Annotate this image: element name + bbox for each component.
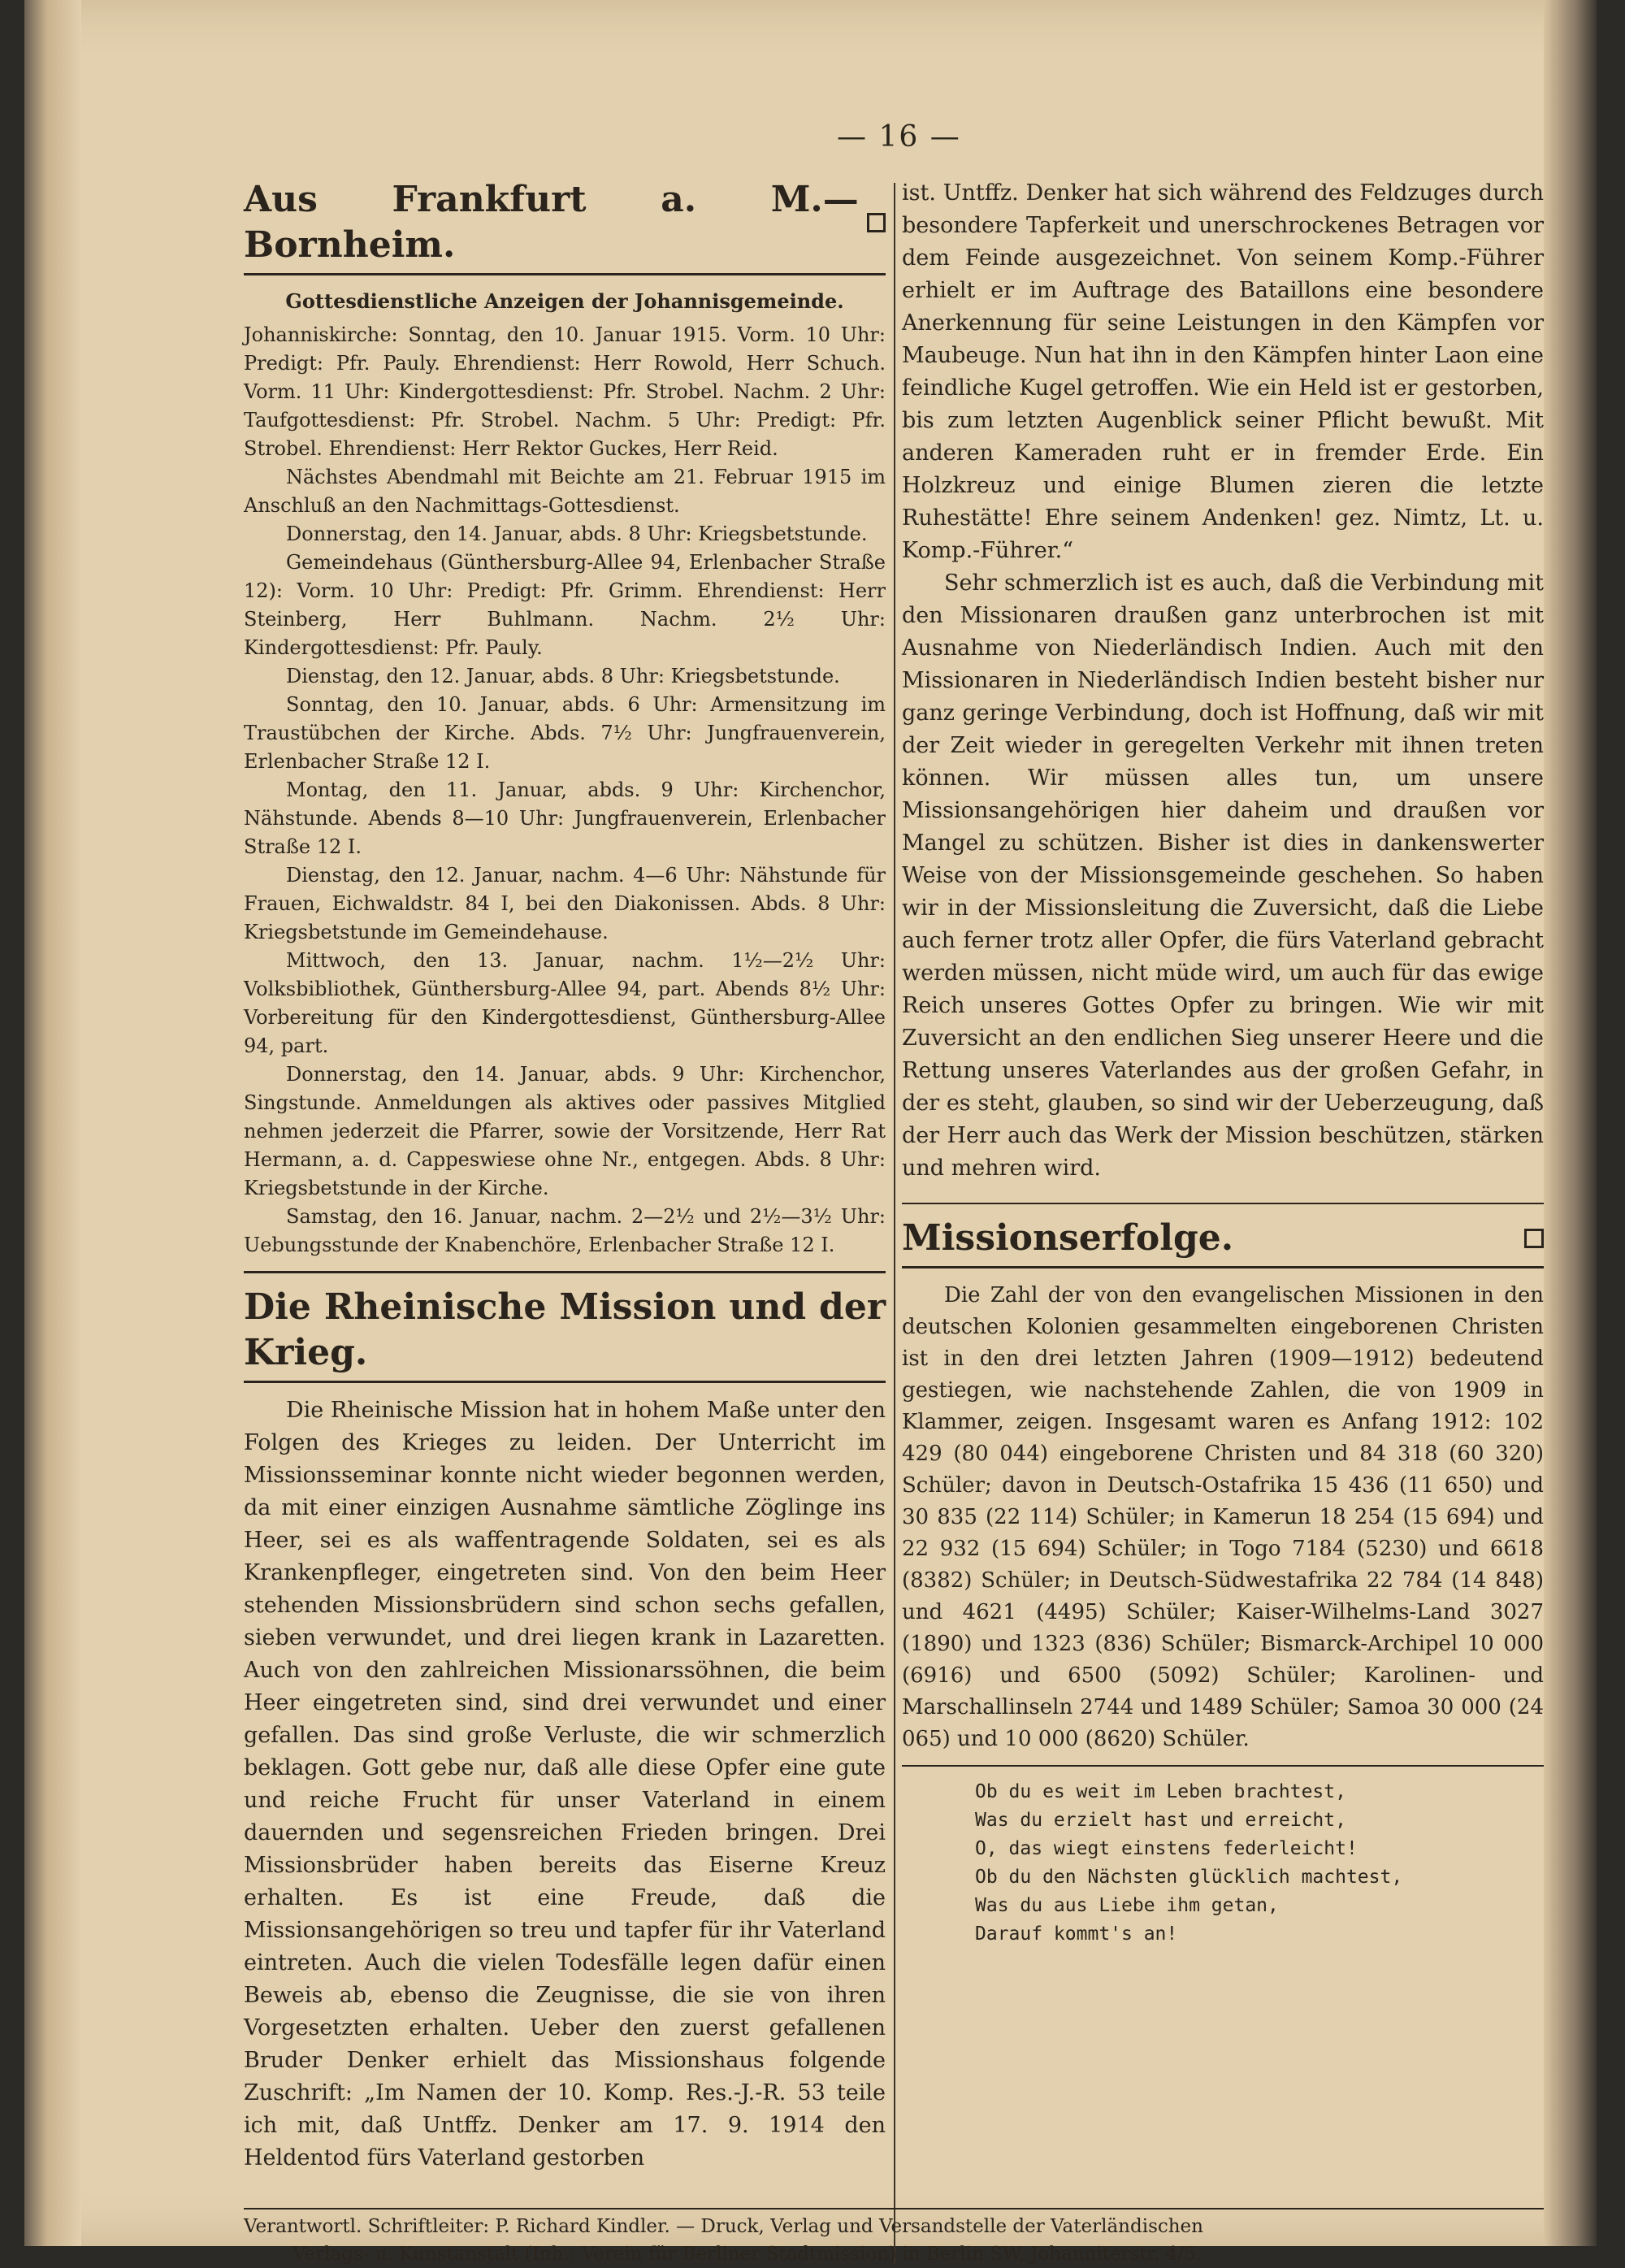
- announcement-paragraph: Montag, den 11. Januar, abds. 9 Uhr: Kirchenchor, Nähstunde. Abends 8—10 Uhr: Jungfrauenverein, Erlenbacher Straße 12 I.: [244, 778, 886, 858]
- article-paragraph: ist. Untffz. Denker hat sich während des Feldzuges durch besondere Tapferkeit und unerschrockenes Betragen vor dem Feinde ausgezeichnet. Von seinem Komp.-Führer erhielt er im Auftrage des Bataillons eine besondere Anerkennung für seine Leistungen in den Kämpfen vor Maubeuge. Nun hat ihn in den Kämpfen hinter Laon eine feindliche Kugel getroffen. Wie ein Held ist er gestorben, bis zum letzten Augenblick seiner Pflicht bewußt. Mit anderen Kameraden ruht er in fremder Erde. Ein Holzkreuz und einige Blumen zieren die letzte Ruhestätte! Ehre seinem Andenken! gez. Nimtz, Lt. u. Komp.-Führer.“: [902, 180, 1544, 563]
- section-rule: [244, 273, 886, 275]
- poem: [975, 1778, 1544, 1949]
- section-rule: [902, 1266, 1544, 1268]
- section-rule: [902, 1203, 1544, 1204]
- announcement-paragraph: Mittwoch, den 13. Januar, nachm. 1½—2½ Uhr: Volksbibliothek, Günthersburg-Allee 94, part. Abends 8½ Uhr: Vorbereitung für den Kindergottesdienst, Günthersburg-Allee 94, part.: [244, 949, 886, 1057]
- poem-rule: [902, 1765, 1544, 1767]
- section-title-text: Missionserfolge.: [902, 1217, 1234, 1259]
- page-number: — 16 —: [837, 120, 961, 154]
- announcements: [244, 321, 886, 1260]
- imprint-footer: [244, 2208, 1544, 2268]
- section-frankfurt-title: [244, 177, 886, 268]
- left-column: [244, 177, 886, 2175]
- imprint-line: Verantwortl. Schriftleiter: P. Richard Kindler. — Druck, Verlag und Versandstelle der Vaterländischen: [244, 2216, 1203, 2237]
- poem-line: Darauf kommt's an!: [975, 1923, 1178, 1945]
- section-title-text: Aus Frankfurt a. M.—Bornheim.: [244, 179, 859, 266]
- announcement-paragraph: Johanniskirche: Sonntag, den 10. Januar 1915. Vorm. 10 Uhr: Predigt: Pfr. Pauly. Ehrendienst: Herr Rowold, Herr Schuch. Vorm. 11 Uhr: Kindergottesdienst: Pfr. Strobel. Nachm. 2 Uhr: Taufgottesdienst: Pfr. Strobel. Nachm. 5 Uhr: Predigt: Pfr. Strobel. Ehrendienst: Herr Rektor Guckes, Herr Reid.: [244, 323, 886, 460]
- announcement-paragraph: Samstag, den 16. Januar, nachm. 2—2½ und 2½—3½ Uhr: Uebungsstunde der Knabenchöre, Erlenbacher Straße 12 I.: [244, 1205, 886, 1256]
- book-spine-edge: [24, 0, 81, 2246]
- section-mission-title: [244, 1285, 886, 1376]
- box-icon: [867, 213, 886, 232]
- announcement-paragraph: Donnerstag, den 14. Januar, abds. 9 Uhr: Kirchenchor, Singstunde. Anmeldungen als aktives oder passives Mitglied nehmen jederzeit die Pfarrer, sowie der Vorsitzende, Herr Rat Hermann, a. d. Cappeswiese ohne Nr., entgegen. Abds. 8 Uhr: Kriegsbetstunde in der Kirche.: [244, 1063, 886, 1199]
- article-text: Sehr schmerzlich ist es auch, daß die Verbindung mit den Missionaren draußen ganz unterbrochen ist mit Ausnahme von Niederländisch Indien. Auch mit den Missionaren in Niederländisch Indien besteht bisher nur ganz geringe Verbindung, doch ist Hoffnung, daß wir mit der Zeit wieder in geregelten Verkehr mit ihnen treten können.: [902, 570, 1544, 791]
- article-paragraph: Die Rheinische Mission hat in hohem Maße unter den Folgen des Krieges zu leiden. Der Unterricht im Missionsseminar konnte nicht wieder begonnen werden, da mit einer einzigen Ausnahme sämtliche Zöglinge ins Heer, sei es als waffentragende Soldaten, sei es als Krankenpfleger, eingetreten sind. Von den beim Heer stehenden Missionsbrüdern sind schon sechs gefallen, sieben verwundet, und drei liegen krank in Lazaretten. Auch von den zahlreichen Missionarssöhnen, die beim Heer eingetreten sind, sind drei verwundet und einer gefallen. Das sind große Verluste, die wir schmerzlich beklagen. Gott gebe nur, daß alle diese Opfer eine gute und reiche Frucht für unser Vaterland in einem dauernden und segensreichen Frieden bringen. Drei Missionsbrüder haben bereits das Eiserne Kreuz erhalten. Es ist eine Freude, daß die Missionsangehörigen so treu und tapfer für ihr Vaterland eintreten. Auch die vielen Todesfälle legen dafür einen Beweis ab, ebenso die Zeugnisse, die sie von ihren Vorgesetzten erhalten. Ueber den zuerst gefallenen Bruder Denker erhielt das Missionshaus folgende Zuschrift: „Im Namen der 10. Komp. Res.-J.-R. 53 teile ich mit, daß Untffz. Denker am 17. 9. 1914 den Heldentod fürs Vaterland gestorben: [244, 1398, 886, 2170]
- box-icon: [1524, 1229, 1544, 1248]
- announcement-paragraph: Donnerstag, den 14. Januar, abds. 8 Uhr: Kriegsbetstunde.: [286, 523, 868, 545]
- section-subheading: Gottesdienstliche Anzeigen der Johannisgemeinde.: [285, 289, 844, 313]
- page-edge-right: [1544, 0, 1597, 2246]
- poem-line: O, das wiegt einstens federleicht!: [975, 1838, 1358, 1859]
- section-title-text: Die Rheinische Mission und der Krieg.: [244, 1286, 886, 1373]
- article-paragraph: [902, 567, 1544, 1185]
- poem-line: Ob du es weit im Leben brachtest,: [975, 1781, 1346, 1802]
- column-divider: [894, 183, 895, 2263]
- section-erfolge-title: [902, 1216, 1544, 1261]
- poem-line: Was du erzielt hast und erreicht,: [975, 1810, 1346, 1831]
- poem-line: Was du aus Liebe ihm getan,: [975, 1895, 1279, 1916]
- announcement-paragraph: Dienstag, den 12. Januar, nachm. 4—6 Uhr: Nähstunde für Frauen, Eichwaldstr. 84 I, bei den Diakonissen. Abds. 8 Uhr: Kriegsbetstunde im Gemeindehause.: [244, 864, 886, 943]
- section-rule: [244, 1271, 886, 1273]
- poem-line: Ob du den Nächsten glücklich machtest,: [975, 1867, 1403, 1888]
- section-rule: [244, 1381, 886, 1383]
- imprint-line: Verlags- u. Kunstanstalt (Inh.: Verein für Berliner Stadtmission) in Berlin SW, Johanniterstr. 4/5.: [292, 2244, 1202, 2265]
- announcement-paragraph: Nächstes Abendmahl mit Beichte am 21. Februar 1915 im Anschluß an den Nachmittags-Gottesdienst.: [244, 466, 886, 517]
- announcement-paragraph: Dienstag, den 12. Januar, abds. 8 Uhr: Kriegsbetstunde.: [286, 665, 840, 687]
- right-column: [902, 177, 1544, 1949]
- article-paragraph: Die Zahl der von den evangelischen Missionen in den deutschen Kolonien gesammelten eingeborenen Christen ist in den drei letzten Jahren (1909—1912) bedeutend gestiegen, wie nachstehende Zahlen, die von 1909 in Klammer, zeigen. Insgesamt waren es Anfang 1912: 102 429 (80 044) eingeborene Christen und 84 318 (60 320) Schüler; davon in Deutsch-Ostafrika 15 436 (11 650) und 30 835 (22 114) Schüler; in Kamerun 18 254 (15 694) und 22 932 (15 694) Schüler; in Togo 7184 (5230) und 6618 (8382) Schüler; in Deutsch-Südwestafrika 22 784 (14 848) und 4621 (4495) Schüler; Kaiser-Wilhelms-Land 3027 (1890) und 1323 (836) Schüler; Bismarck-Archipel 10 000 (6916) und 6500 (5092) Schüler; Karolinen- und Marschallinseln 2744 und 1489 Schüler; Samoa 30 000 (24 065) und 10 000 (8620) Schüler.: [902, 1283, 1544, 1751]
- article-text: Wir müssen alles tun, um unsere Missionsangehörigen hier daheim und draußen vor Mangel zu schützen. Bisher ist dies in dankenswerter Weise von der Missionsgemeinde geschehen. So haben wir in der Missionsleitung die Zuversicht, daß die Liebe auch ferner trotz aller Opfer, die fürs Vaterland gebracht werden müssen, nicht müde wird, um auch für das ewige Reich unseres Gottes Opfer zu bringen. Wie wir mit Zuversicht an den endlichen Sieg unserer Heere und die Rettung unseres Vaterlandes aus der großen Gefahr, in der es steht, glauben, so sind wir der Ueberzeugung, daß der Herr auch das Werk der Mission beschützen, stärken und mehren wird.: [902, 765, 1544, 1181]
- announcement-paragraph: Gemeindehaus (Günthersburg-Allee 94, Erlenbacher Straße 12): Vorm. 10 Uhr: Predigt: Pfr. Grimm. Ehrendienst: Herr Steinberg, Herr Buhlmann. Nachm. 2½ Uhr: Kindergottesdienst: Pfr. Pauly.: [244, 551, 886, 659]
- announcement-paragraph: Sonntag, den 10. Januar, abds. 6 Uhr: Armensitzung im Traustübchen der Kirche. Abds. 7½ Uhr: Jungfrauenverein, Erlenbacher Straße 12 I.: [244, 693, 886, 773]
